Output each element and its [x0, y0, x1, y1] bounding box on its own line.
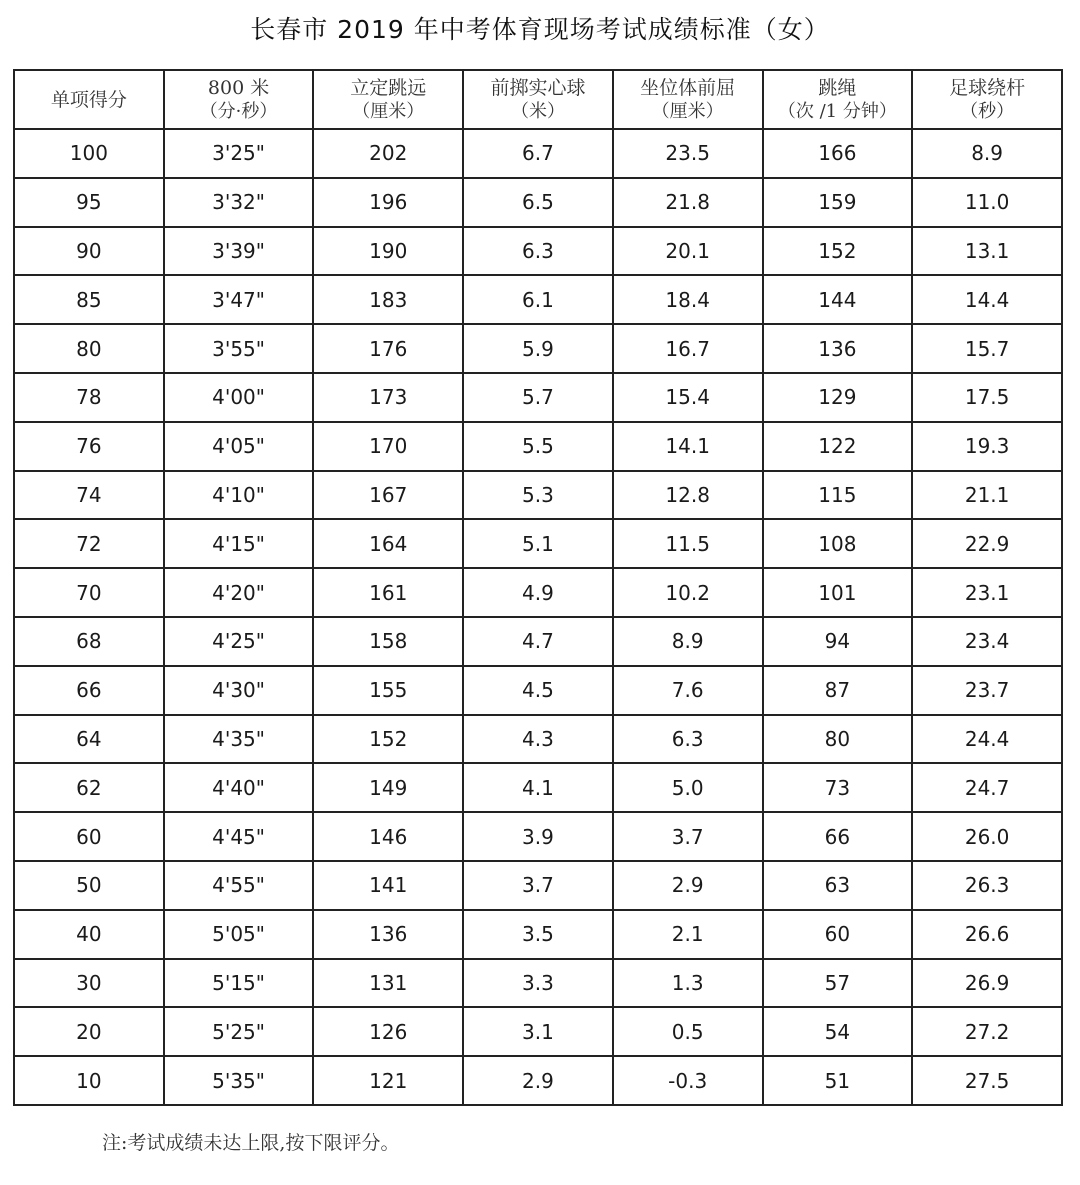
table-cell: 73 [763, 763, 913, 812]
table-cell: 2.9 [463, 1056, 613, 1105]
table-cell: 115 [763, 471, 913, 520]
table-cell: 23.1 [912, 568, 1062, 617]
table-row [14, 471, 1062, 520]
table-cell: 4'55" [164, 861, 314, 910]
table-cell: 66 [763, 812, 913, 861]
table-cell: 4.7 [463, 617, 613, 666]
column-header-unit: （厘米） [651, 100, 724, 122]
table-cell: 14.4 [912, 275, 1062, 324]
column-header [313, 70, 463, 129]
table-cell: 136 [313, 910, 463, 959]
table-cell: 2.9 [613, 861, 763, 910]
table-cell: 183 [313, 275, 463, 324]
column-header-name: 单项得分 [50, 88, 127, 111]
table-cell: 70 [14, 568, 164, 617]
table-cell: 4.5 [463, 666, 613, 715]
table-row [14, 129, 1062, 178]
table-cell: 190 [313, 227, 463, 276]
table-cell: 3'55" [164, 324, 314, 373]
table-cell: 4'30" [164, 666, 314, 715]
table-row [14, 763, 1062, 812]
table-row [14, 519, 1062, 568]
table-cell: 170 [313, 422, 463, 471]
table-row [14, 1007, 1062, 1056]
table-cell: 131 [313, 959, 463, 1008]
table-cell: 196 [313, 178, 463, 227]
table-cell: 4'15" [164, 519, 314, 568]
table-cell: 64 [14, 715, 164, 764]
table-cell: 3.7 [463, 861, 613, 910]
column-header-name: 坐位体前屈 [640, 76, 736, 99]
table-cell: 4.9 [463, 568, 613, 617]
table-cell: 4'45" [164, 812, 314, 861]
table-cell: 126 [313, 1007, 463, 1056]
table-cell: 11.5 [613, 519, 763, 568]
column-header-name: 前掷实心球 [490, 76, 586, 99]
table-cell: 3.9 [463, 812, 613, 861]
table-cell: 5.0 [613, 763, 763, 812]
table-cell: 12.8 [613, 471, 763, 520]
table-cell: 18.4 [613, 275, 763, 324]
table-cell: 141 [313, 861, 463, 910]
table-cell: 164 [313, 519, 463, 568]
table-cell: 121 [313, 1056, 463, 1105]
table-cell: 4'35" [164, 715, 314, 764]
table-row [14, 715, 1062, 764]
table-cell: 4'20" [164, 568, 314, 617]
table-cell: 3'32" [164, 178, 314, 227]
column-header-name: 立定跳远 [350, 76, 427, 99]
table-cell: 50 [14, 861, 164, 910]
table-cell: 7.6 [613, 666, 763, 715]
column-header-unit: （次 /1 分钟） [777, 100, 897, 122]
table-cell: 23.5 [613, 129, 763, 178]
table-cell: 26.9 [912, 959, 1062, 1008]
table-cell: 87 [763, 666, 913, 715]
table-row [14, 666, 1062, 715]
table-cell: 108 [763, 519, 913, 568]
table-header-row [14, 70, 1062, 129]
table-cell: 27.5 [912, 1056, 1062, 1105]
table-cell: 122 [763, 422, 913, 471]
table-cell: 100 [14, 129, 164, 178]
table-cell: 76 [14, 422, 164, 471]
table-cell: 4'00" [164, 373, 314, 422]
table-cell: 24.4 [912, 715, 1062, 764]
table-cell: 6.3 [463, 227, 613, 276]
table-cell: 66 [14, 666, 164, 715]
table-cell: 6.7 [463, 129, 613, 178]
table-cell: 152 [313, 715, 463, 764]
table-cell: 149 [313, 763, 463, 812]
page-title: 长春市 2019 年中考体育现场考试成绩标准（女） [250, 15, 830, 44]
table-cell: 158 [313, 617, 463, 666]
table-cell: 11.0 [912, 178, 1062, 227]
table-cell: 57 [763, 959, 913, 1008]
table-cell: 6.3 [613, 715, 763, 764]
column-header-unit: （分·秒） [199, 100, 278, 122]
table-cell: 21.8 [613, 178, 763, 227]
table-cell: 155 [313, 666, 463, 715]
table-cell: 4'10" [164, 471, 314, 520]
table-cell: 22.9 [912, 519, 1062, 568]
table-row [14, 1056, 1062, 1105]
table-cell: 26.6 [912, 910, 1062, 959]
table-row [14, 178, 1062, 227]
column-header-unit: （厘米） [352, 100, 425, 122]
table-cell: 15.4 [613, 373, 763, 422]
table-cell: 14.1 [613, 422, 763, 471]
table-row [14, 373, 1062, 422]
table-row [14, 324, 1062, 373]
table-cell: 101 [763, 568, 913, 617]
column-header-unit: （秒） [960, 100, 1015, 122]
table-cell: 173 [313, 373, 463, 422]
table-cell: 17.5 [912, 373, 1062, 422]
table-cell: 15.7 [912, 324, 1062, 373]
table-cell: 5.9 [463, 324, 613, 373]
table-row [14, 275, 1062, 324]
column-header [613, 70, 763, 129]
table-cell: 90 [14, 227, 164, 276]
table-cell: 8.9 [613, 617, 763, 666]
table-cell: 159 [763, 178, 913, 227]
table-cell: 13.1 [912, 227, 1062, 276]
column-header [164, 70, 314, 129]
column-header-name: 足球绕杆 [949, 76, 1026, 99]
table-cell: 16.7 [613, 324, 763, 373]
table-cell: 60 [14, 812, 164, 861]
table-cell: 5'05" [164, 910, 314, 959]
score-standard-table [13, 69, 1063, 1106]
table-cell: 161 [313, 568, 463, 617]
table-row [14, 617, 1062, 666]
table-cell: 95 [14, 178, 164, 227]
table-cell: 80 [763, 715, 913, 764]
table-cell: 3'25" [164, 129, 314, 178]
table-cell: -0.3 [613, 1056, 763, 1105]
table-cell: 24.7 [912, 763, 1062, 812]
table-cell: 4.3 [463, 715, 613, 764]
table-cell: 4'40" [164, 763, 314, 812]
table-cell: 10 [14, 1056, 164, 1105]
table-cell: 166 [763, 129, 913, 178]
table-cell: 20 [14, 1007, 164, 1056]
table-cell: 3.7 [613, 812, 763, 861]
table-cell: 27.2 [912, 1007, 1062, 1056]
table-cell: 72 [14, 519, 164, 568]
table-cell: 23.4 [912, 617, 1062, 666]
table-cell: 26.3 [912, 861, 1062, 910]
table-cell: 8.9 [912, 129, 1062, 178]
table-cell: 5.5 [463, 422, 613, 471]
table-cell: 26.0 [912, 812, 1062, 861]
column-header-name: 跳绳 [818, 76, 857, 99]
column-header-name: 800 米 [207, 76, 270, 99]
table-cell: 202 [313, 129, 463, 178]
table-cell: 4'05" [164, 422, 314, 471]
table-cell: 85 [14, 275, 164, 324]
table-cell: 63 [763, 861, 913, 910]
table-cell: 136 [763, 324, 913, 373]
footnote: 注:考试成绩未达上限,按下限评分。 [102, 1132, 400, 1154]
table-cell: 152 [763, 227, 913, 276]
table-cell: 4'25" [164, 617, 314, 666]
table-cell: 94 [763, 617, 913, 666]
table-cell: 2.1 [613, 910, 763, 959]
table-cell: 80 [14, 324, 164, 373]
column-header-unit: （米） [510, 100, 565, 122]
table-cell: 68 [14, 617, 164, 666]
table-body [14, 129, 1062, 1105]
column-header [14, 70, 164, 129]
table-cell: 5.3 [463, 471, 613, 520]
table-cell: 1.3 [613, 959, 763, 1008]
table-row [14, 568, 1062, 617]
column-header [763, 70, 913, 129]
table-row [14, 910, 1062, 959]
table-row [14, 812, 1062, 861]
table-cell: 10.2 [613, 568, 763, 617]
table-cell: 54 [763, 1007, 913, 1056]
table-cell: 176 [313, 324, 463, 373]
table-row [14, 959, 1062, 1008]
table-cell: 5'25" [164, 1007, 314, 1056]
table-cell: 40 [14, 910, 164, 959]
table-cell: 3.3 [463, 959, 613, 1008]
table-cell: 3.1 [463, 1007, 613, 1056]
table-cell: 3'39" [164, 227, 314, 276]
column-header [463, 70, 613, 129]
table-cell: 60 [763, 910, 913, 959]
table-cell: 51 [763, 1056, 913, 1105]
table-cell: 167 [313, 471, 463, 520]
table-row [14, 861, 1062, 910]
table-cell: 5'15" [164, 959, 314, 1008]
table-cell: 0.5 [613, 1007, 763, 1056]
table-cell: 6.1 [463, 275, 613, 324]
table-cell: 4.1 [463, 763, 613, 812]
table-cell: 20.1 [613, 227, 763, 276]
table-cell: 5.7 [463, 373, 613, 422]
table-cell: 74 [14, 471, 164, 520]
table-cell: 78 [14, 373, 164, 422]
table-cell: 144 [763, 275, 913, 324]
table-cell: 21.1 [912, 471, 1062, 520]
column-header [912, 70, 1062, 129]
table-cell: 146 [313, 812, 463, 861]
table-row [14, 422, 1062, 471]
table-cell: 3'47" [164, 275, 314, 324]
table-cell: 30 [14, 959, 164, 1008]
table-cell: 3.5 [463, 910, 613, 959]
table-cell: 19.3 [912, 422, 1062, 471]
table-cell: 129 [763, 373, 913, 422]
table-row [14, 227, 1062, 276]
table-cell: 5.1 [463, 519, 613, 568]
table-cell: 5'35" [164, 1056, 314, 1105]
table-cell: 6.5 [463, 178, 613, 227]
table-cell: 23.7 [912, 666, 1062, 715]
table-cell: 62 [14, 763, 164, 812]
